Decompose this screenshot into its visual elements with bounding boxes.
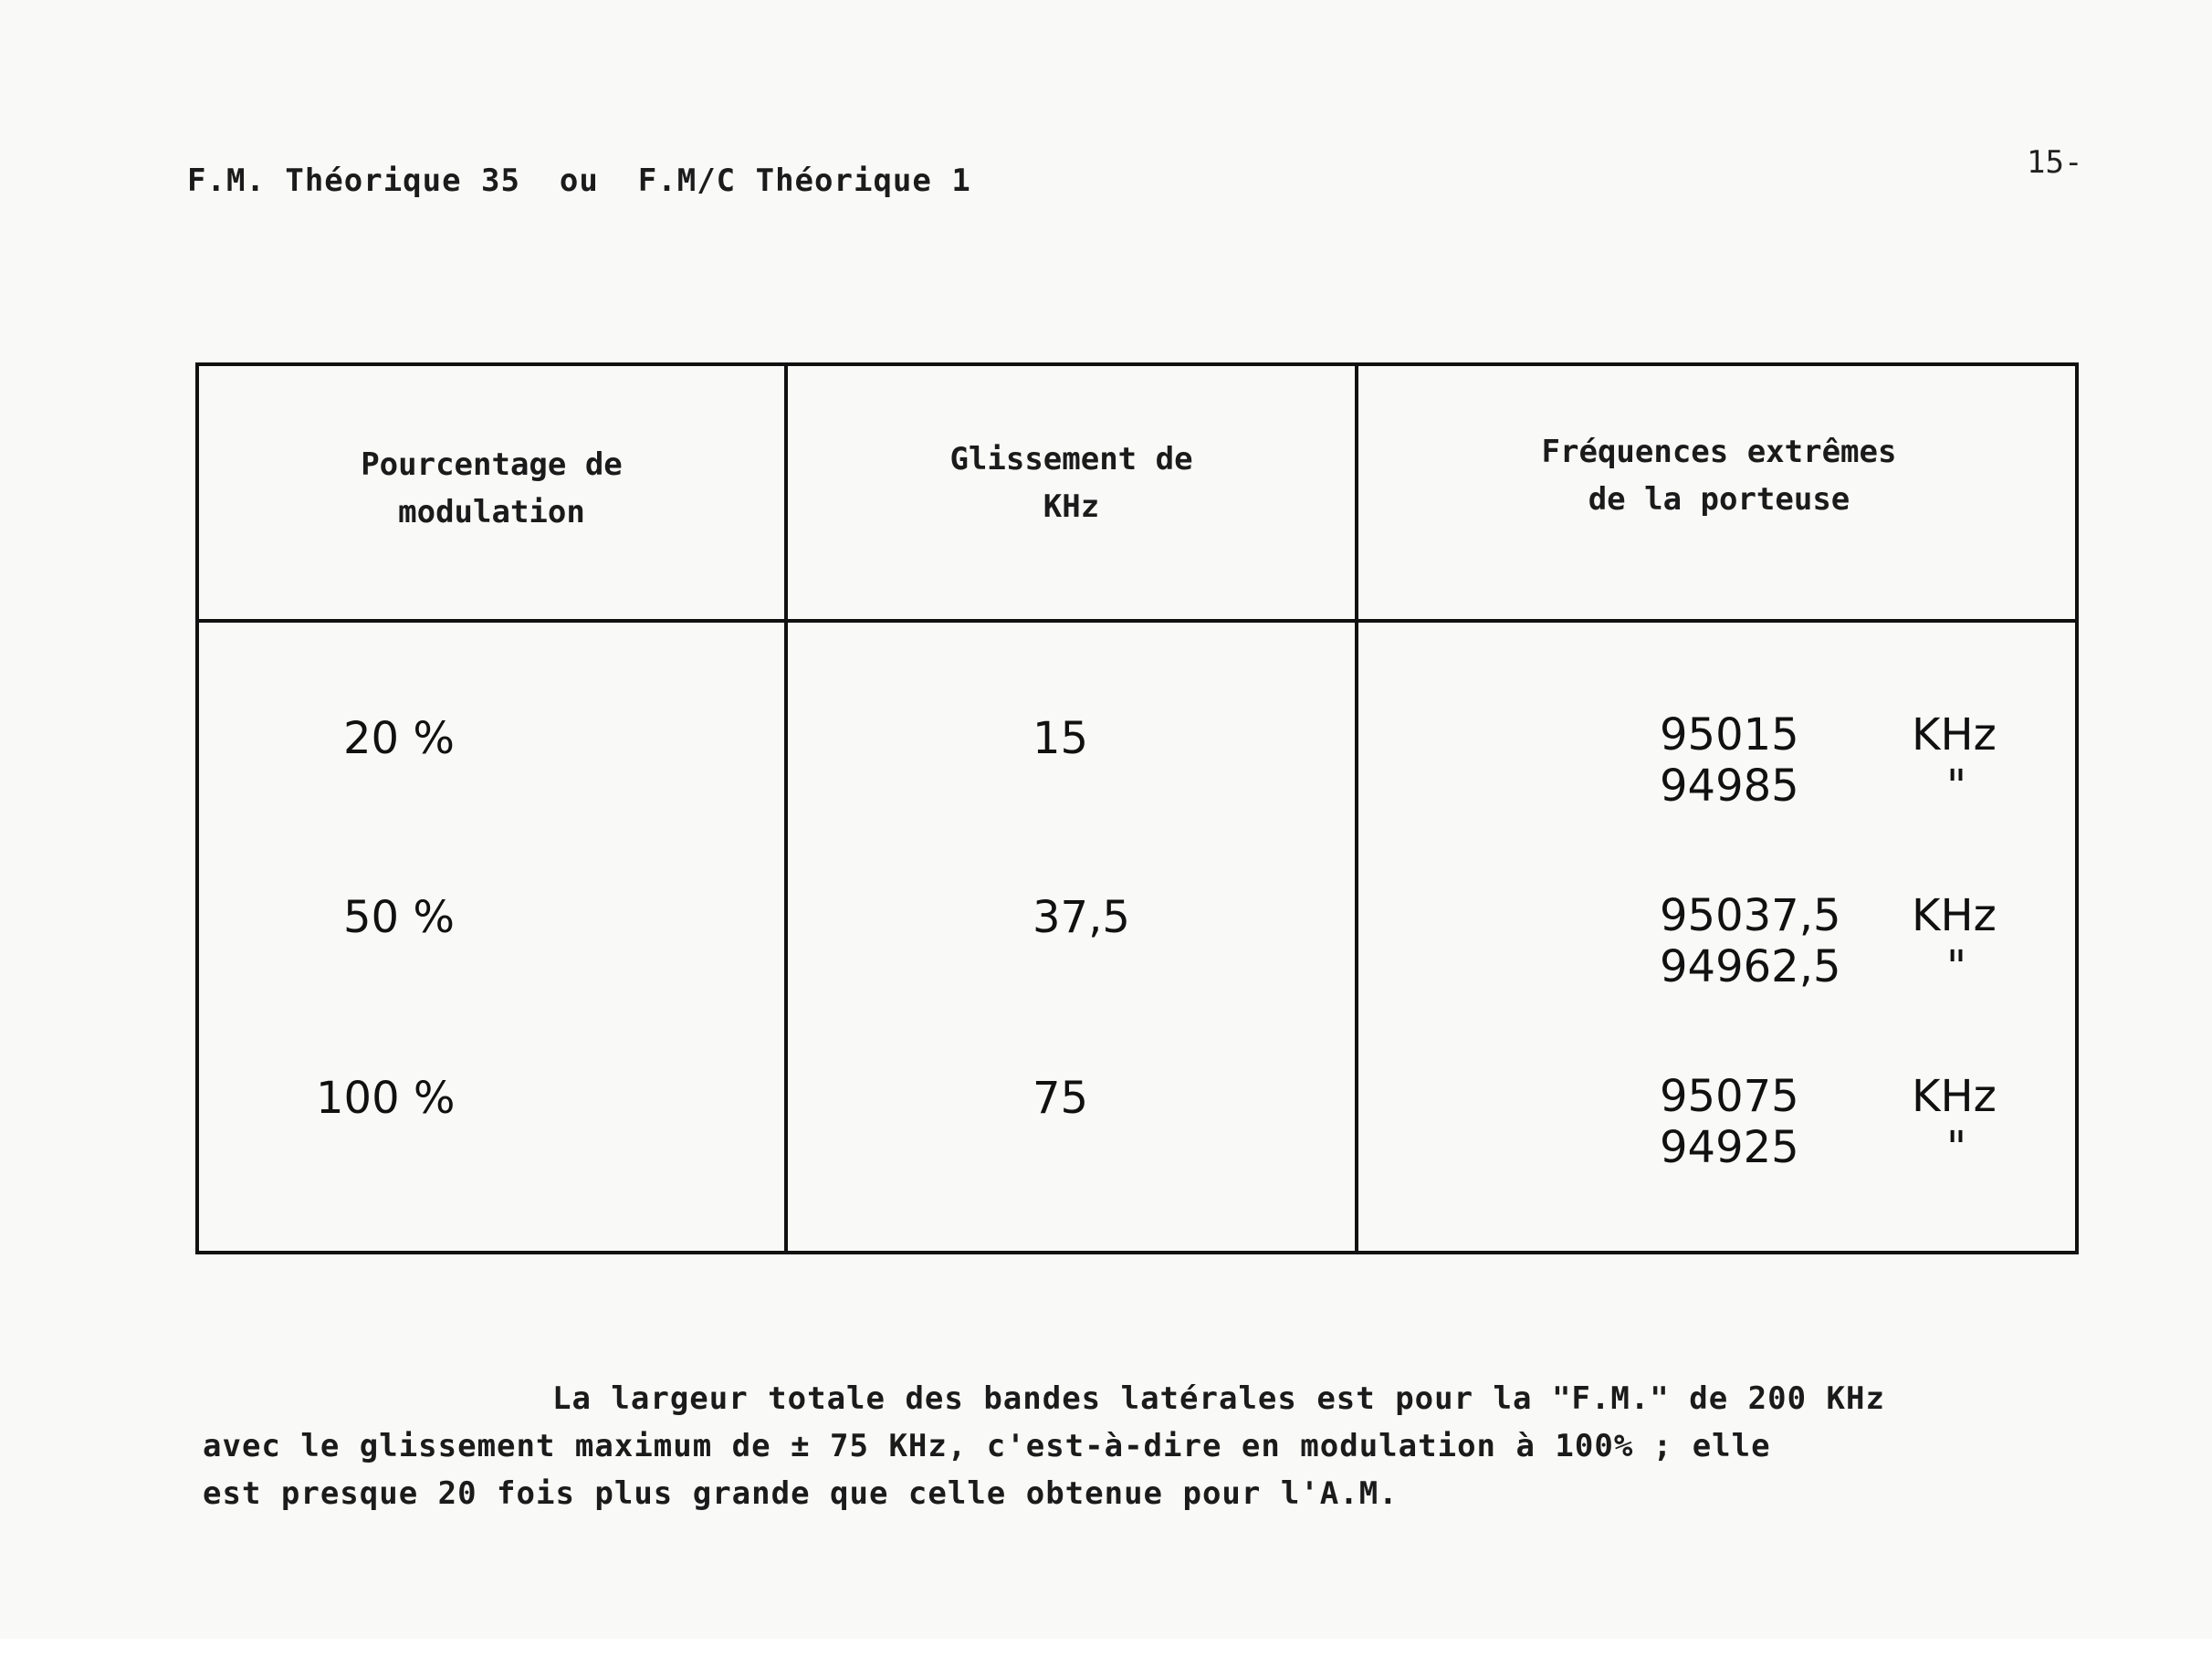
table-row-2-unit-high: KHz	[1912, 890, 1997, 941]
table-row-1-percentage: 20 %	[343, 713, 455, 764]
table-row-1-unit-low: "	[1946, 761, 1967, 812]
table-row-1-freq-high: 95015	[1660, 709, 1799, 761]
table-row-1-freq-low: 94985	[1660, 761, 1799, 812]
table-row-3-freq-high: 95075	[1660, 1071, 1799, 1122]
table-header-divider	[199, 619, 2075, 623]
table-row-3-percentage: 100 %	[316, 1073, 456, 1124]
table-row-2-freq-high: 95037,5	[1660, 890, 1841, 941]
table-row-3-unit-high: KHz	[1912, 1071, 1997, 1122]
footer-line-1: La largeur totale des bandes latérales est pour la "F.M." de 200 KHz	[552, 1380, 1885, 1417]
page-number: 15-	[2027, 144, 2083, 181]
table-row-3-unit-low: "	[1946, 1122, 1967, 1173]
table-row-3-shift: 75	[1033, 1073, 1089, 1124]
table-row-1-unit-high: KHz	[1912, 709, 1997, 761]
table-row-2-freq-low: 94962,5	[1660, 941, 1841, 992]
table-header-frequencies: Fréquences extrêmes de la porteuse	[1541, 434, 1897, 518]
table-header-percentage: Pourcentage de modulation	[361, 446, 623, 530]
footer-line-2: avec le glissement maximum de ± 75 KHz, c'est-à-dire en modulation à 100% ; elle	[203, 1428, 1771, 1464]
table-row-2-shift: 37,5	[1033, 892, 1130, 943]
table-row-1-shift: 15	[1033, 713, 1089, 764]
table-row-2-percentage: 50 %	[343, 892, 455, 943]
page-bottom-margin	[0, 1639, 2212, 1668]
table-row-3-freq-low: 94925	[1660, 1122, 1799, 1173]
table-row-2-unit-low: "	[1946, 941, 1967, 992]
footer-line-3: est presque 20 fois plus grande que celle obtenue pour l'A.M.	[203, 1475, 1399, 1512]
modulation-table	[195, 362, 2079, 1254]
page-header-title: F.M. Théorique 35 ou F.M/C Théorique 1	[187, 163, 971, 199]
table-header-shift: Glissement de KHz	[949, 441, 1193, 525]
